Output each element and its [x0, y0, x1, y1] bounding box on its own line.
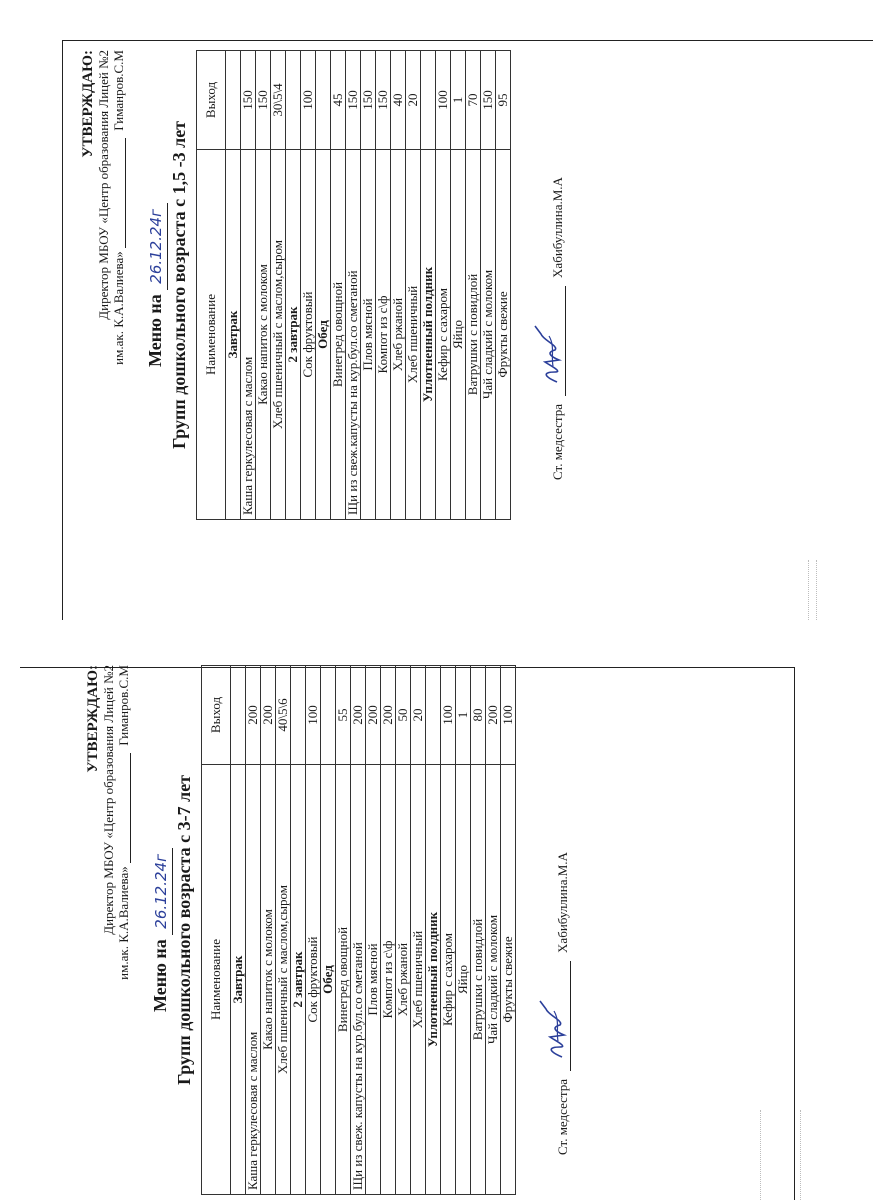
footer [542, 665, 571, 1195]
group-title: Групп дошкольного возраста с 3-7 лет [174, 774, 194, 1086]
nurse-signature [537, 286, 566, 396]
dish-name: Кефир с сахаром [441, 765, 456, 1195]
column-header-name: Наименование [202, 765, 231, 1195]
approval-heading: УТВЕРЖДАЮ: [80, 50, 96, 158]
dish-qty: 55 [336, 666, 351, 765]
dish-qty: 50 [396, 666, 411, 765]
menu-title [144, 50, 168, 520]
dish-name: Кефир с сахаром [436, 150, 451, 520]
table-row [271, 51, 286, 520]
dish-qty: 200 [246, 666, 261, 765]
dish-qty: 100 [436, 51, 451, 150]
approval-block [85, 665, 131, 1195]
table-section-row [321, 666, 336, 1195]
dish-name: Щи из свеж.капусты на кур.бул.со сметаной [346, 150, 361, 520]
table-section-row [286, 51, 301, 520]
dish-name: Хлеб пшеничный [411, 765, 426, 1195]
signature-scribble-icon [538, 991, 572, 1061]
column-header-qty: Выход [197, 51, 226, 150]
table-row [411, 666, 426, 1195]
section-label: 2 завтрак [286, 150, 301, 520]
nurse-name: Хабибуллина.М.А [550, 177, 565, 278]
dish-qty: 150 [241, 51, 256, 150]
nurse-name: Хабибуллина.М.А [555, 852, 570, 953]
scan-artifact [760, 1110, 763, 1200]
table-row [351, 666, 366, 1195]
section-qty-empty [321, 666, 336, 765]
approval-block [80, 50, 126, 520]
dish-name: Щи из свеж. капусты на кур.бул.со сметаной [351, 765, 366, 1195]
table-row [436, 51, 451, 520]
group-title: Групп дошкольного возраста с 1,5 -3 лет [169, 120, 189, 450]
page-edge-line [62, 40, 63, 620]
dish-qty: 20 [411, 666, 426, 765]
dish-qty: 40 [391, 51, 406, 150]
dish-qty: 100 [306, 666, 321, 765]
menu-label: Меню на [145, 294, 165, 367]
scan-artifact [808, 560, 811, 620]
menu-document-1-5-3 [80, 50, 680, 520]
dish-name: Яйцо [451, 150, 466, 520]
dish-name: Хлеб ржаной [396, 765, 411, 1195]
section-qty-empty [231, 666, 246, 765]
dish-qty: 70 [466, 51, 481, 150]
dish-name: Сок фруктовый [301, 150, 316, 520]
dish-name: Фрукты свежие [496, 150, 511, 520]
section-label: Уплотненный полдник [426, 765, 441, 1195]
section-label: 2 завтрак [291, 765, 306, 1195]
approval-org: им.ак. К.А.Валиева» [116, 866, 131, 980]
table-row [306, 666, 321, 1195]
approval-signature-line [116, 665, 131, 1195]
dish-name: Каша геркулесовая с маслом [246, 765, 261, 1195]
dish-name: Чай сладкий с молоком [486, 765, 501, 1195]
dish-qty: 20 [406, 51, 421, 150]
dish-name: Плов мясной [361, 150, 376, 520]
table-row [396, 666, 411, 1195]
table-row [456, 666, 471, 1195]
dish-qty: 200 [351, 666, 366, 765]
dish-name: Компот из с\ф [376, 150, 391, 520]
table-row [381, 666, 396, 1195]
dish-name: Чай сладкий с молоком [481, 150, 496, 520]
approval-heading: УТВЕРЖДАЮ: [85, 665, 101, 773]
menu-date-handwritten: 26.12.24г [150, 848, 173, 935]
menu-table [201, 665, 516, 1195]
dish-name: Сок фруктовый [306, 765, 321, 1195]
table-section-row [421, 51, 436, 520]
table-row [246, 666, 261, 1195]
table-row [441, 666, 456, 1195]
dish-qty: 100 [301, 51, 316, 150]
section-qty-empty [426, 666, 441, 765]
dish-qty: 150 [481, 51, 496, 150]
table-row [346, 51, 361, 520]
table-row [496, 51, 511, 520]
dish-name: Ватрушки с повидлой [466, 150, 481, 520]
menu-document-3-7 [85, 665, 675, 1195]
table-row [376, 51, 391, 520]
table-row [466, 51, 481, 520]
dish-name: Хлеб пшеничный [406, 150, 421, 520]
signature-scribble-icon [533, 316, 567, 386]
table-section-row [426, 666, 441, 1195]
table-row [481, 51, 496, 520]
table-row [486, 666, 501, 1195]
section-label: Обед [316, 150, 331, 520]
table-row [361, 51, 376, 520]
dish-qty: 200 [381, 666, 396, 765]
dish-name: Ватрушки с повидлой [471, 765, 486, 1195]
menu-table [196, 50, 511, 520]
table-row [256, 51, 271, 520]
dish-qty: 150 [376, 51, 391, 150]
dish-qty: 150 [346, 51, 361, 150]
table-row [406, 51, 421, 520]
dish-qty: 1 [456, 666, 471, 765]
scan-artifact [800, 1110, 803, 1200]
approval-director-line: Директор МБОУ «Центр образования Лицей №2 [101, 665, 116, 935]
dish-name: Какао напиток с молоком [261, 765, 276, 1195]
table-row [366, 666, 381, 1195]
dish-name: Хлеб пшеничный с маслом,сыром [271, 150, 286, 520]
dish-qty: 200 [261, 666, 276, 765]
section-label: Завтрак [231, 765, 246, 1195]
table-row [471, 666, 486, 1195]
section-qty-empty [286, 51, 301, 150]
section-label: Завтрак [226, 150, 241, 520]
dish-qty: 200 [486, 666, 501, 765]
dish-name: Фрукты свежие [501, 765, 516, 1195]
section-label: Обед [321, 765, 336, 1195]
dish-qty: 30\5\4 [271, 51, 286, 150]
signature-blank [119, 753, 131, 863]
nurse-label: Ст. медсестра [555, 1078, 570, 1155]
table-row [501, 666, 516, 1195]
dish-qty: 1 [451, 51, 466, 150]
dish-name: Хлеб ржаной [391, 150, 406, 520]
dish-qty: 100 [441, 666, 456, 765]
dish-name: Компот из с\ф [381, 765, 396, 1195]
section-qty-empty [421, 51, 436, 150]
dish-qty: 200 [366, 666, 381, 765]
footer [537, 50, 566, 520]
approval-signature-line [111, 50, 126, 520]
table-row [451, 51, 466, 520]
page-edge-line [794, 667, 795, 1200]
approval-org: им.ак. К.А.Валиева» [111, 251, 126, 365]
column-header-qty: Выход [202, 666, 231, 765]
table-section-row [316, 51, 331, 520]
scan-artifact [816, 560, 819, 620]
table-row [261, 666, 276, 1195]
table-row [301, 51, 316, 520]
dish-name: Винегред овощной [331, 150, 346, 520]
table-section-row [291, 666, 306, 1195]
table-row [241, 51, 256, 520]
dish-qty: 100 [501, 666, 516, 765]
approval-director-line: Директор МБОУ «Центр образования Лицей №2 [96, 50, 111, 320]
dish-qty: 80 [471, 666, 486, 765]
section-qty-empty [291, 666, 306, 765]
section-label: Уплотненный полдник [421, 150, 436, 520]
menu-title [149, 665, 173, 1195]
table-section-row [226, 51, 241, 520]
dish-qty: 150 [361, 51, 376, 150]
table-header-row [197, 51, 226, 520]
table-row [391, 51, 406, 520]
menu-date-handwritten: 26.12.24г [145, 203, 168, 290]
page-edge-line [62, 40, 873, 41]
dish-name: Хлеб пшеничный с маслом,сыром [276, 765, 291, 1195]
table-header-row [202, 666, 231, 1195]
table-section-row [231, 666, 246, 1195]
dish-qty: 95 [496, 51, 511, 150]
approval-director-name: Гиманров.С.М [116, 665, 131, 746]
approval-director-name: Гиманров.С.М [111, 50, 126, 131]
nurse-label: Ст. медсестра [550, 403, 565, 480]
nurse-signature [542, 961, 571, 1071]
dish-name: Винегред овощной [336, 765, 351, 1195]
dish-name: Каша геркулесовая с маслом [241, 150, 256, 520]
table-row [331, 51, 346, 520]
dish-qty: 40\5\6 [276, 666, 291, 765]
signature-blank [114, 138, 126, 248]
table-row [276, 666, 291, 1195]
dish-name: Какао напиток с молоком [256, 150, 271, 520]
column-header-name: Наименование [197, 150, 226, 520]
section-qty-empty [226, 51, 241, 150]
table-row [336, 666, 351, 1195]
menu-label: Меню на [150, 939, 170, 1012]
dish-name: Яйцо [456, 765, 471, 1195]
dish-name: Плов мясной [366, 765, 381, 1195]
dish-qty: 150 [256, 51, 271, 150]
dish-qty: 45 [331, 51, 346, 150]
section-qty-empty [316, 51, 331, 150]
